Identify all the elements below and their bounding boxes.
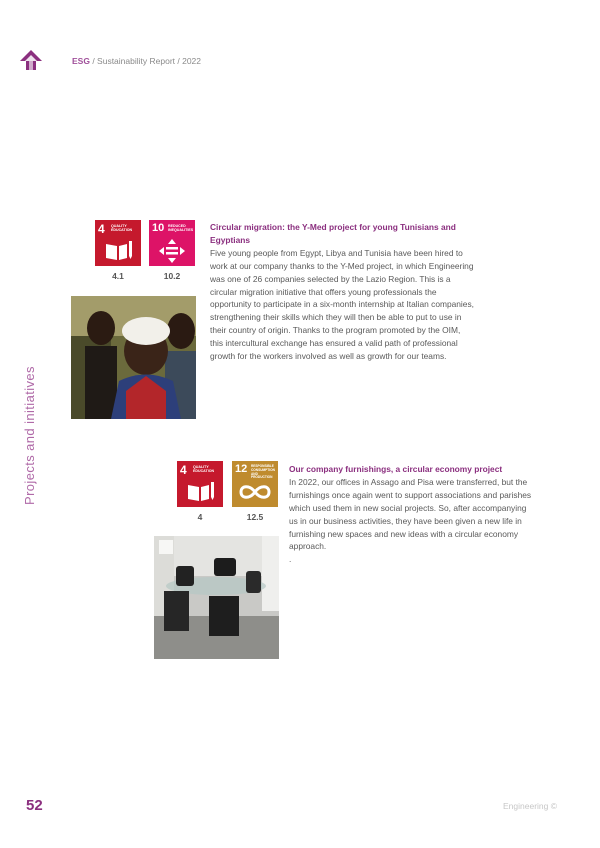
header-subtitle: / Sustainability Report / 2022 <box>92 56 202 66</box>
sdg-target: 4.1 <box>112 271 124 281</box>
sdg-12-responsible-consumption-icon: 12 RESPONSIBLE CONSUMPTION AND PRODUCTION <box>232 461 278 507</box>
equality-arrows-icon <box>149 220 195 266</box>
section-trailing: . <box>289 554 292 565</box>
photo-young-workers <box>71 296 196 419</box>
book-pencil-icon <box>177 461 223 507</box>
section-circular-furnishings <box>289 463 534 566</box>
sdg-4-quality-education-icon: 4 QUALITY EDUCATION <box>177 461 223 507</box>
page-number: 52 <box>26 797 43 814</box>
page-header <box>72 56 201 66</box>
side-section-label: Projects and initiatives <box>22 366 37 505</box>
photo-office-furnishings <box>154 536 279 659</box>
footer-brand: Engineering © <box>503 801 557 811</box>
header-section: ESG <box>72 56 90 66</box>
sdg-target: 4 <box>197 512 203 522</box>
infinity-icon <box>232 461 278 507</box>
section-title: Circular migration: the Y-Med project for young Tunisians and Egyptians <box>210 222 456 245</box>
sdg-4-quality-education-icon: 4 QUALITY EDUCATION <box>95 220 141 266</box>
sdg-10-reduced-inequalities-icon: 10 REDUCED INEQUALITIES <box>149 220 195 266</box>
sdg-target: 10.2 <box>163 271 181 281</box>
section-circular-migration <box>210 221 475 363</box>
section-body: Five young people from Egypt, Libya and Tunisia have been hired to work at our company thanks to the Y-Med project, in which Engineering was one of 26 companies selected by the Lazio Region. This is a circular migration initiative that offers young professionals the opportunity to participate in a six-month internship at Italian companies, strengthening their skills which they will then be able to put to use in their country of origin. Thanks to the program promoted by the OIM, this intercultural exchange has ensured a valid path of professional growth for the workers involved as well as growth for our teams. <box>210 247 474 362</box>
section-body: In 2022, our offices in Assago and Pisa were transferred, but the furnishings once again went to support associations and parishes which used them in new social projects. So, after accompanying us in our business activities, they have been given a new life in furnishing new spaces and new ideas with a circular economy approach. <box>289 476 532 552</box>
sdg-target: 12.5 <box>246 512 264 522</box>
book-pencil-icon <box>95 220 141 266</box>
section-title: Our company furnishings, a circular economy project <box>289 464 503 474</box>
engineering-logo <box>19 49 43 71</box>
